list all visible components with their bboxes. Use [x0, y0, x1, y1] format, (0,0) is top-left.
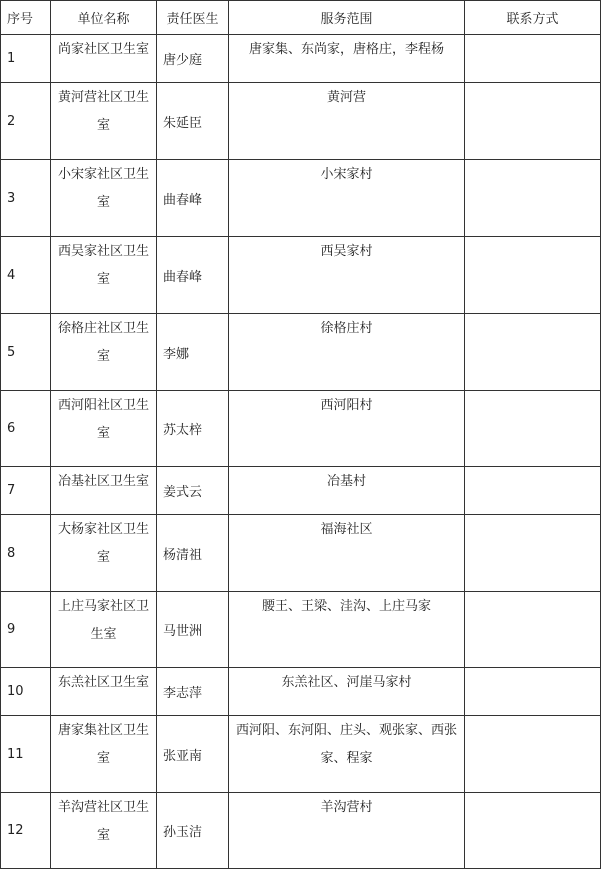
row-seq: 8	[1, 515, 51, 592]
row-unit: 羊沟营社区卫生室	[51, 793, 157, 869]
table-row	[1, 467, 601, 515]
row-contact	[465, 716, 601, 793]
header-row	[1, 1, 601, 35]
row-contact	[465, 35, 601, 83]
row-doctor: 曲春峰	[157, 160, 229, 237]
row-unit: 西河阳社区卫生室	[51, 391, 157, 467]
header-scope: 服务范围	[229, 1, 465, 35]
row-scope: 西河阳村	[229, 391, 465, 467]
row-scope: 小宋家村	[229, 160, 465, 237]
table-row	[1, 592, 601, 668]
row-doctor: 李娜	[157, 314, 229, 391]
row-scope: 唐家集、东尚家，唐格庄，李程杨	[229, 35, 465, 83]
row-doctor: 朱延臣	[157, 83, 229, 160]
row-seq: 5	[1, 314, 51, 391]
row-scope: 福海社区	[229, 515, 465, 592]
row-scope: 西河阳、东河阳、庄头、观张家、西张家、程家	[229, 716, 465, 793]
row-seq: 12	[1, 793, 51, 869]
table-row	[1, 515, 601, 592]
row-contact	[465, 467, 601, 515]
table-row	[1, 391, 601, 467]
row-contact	[465, 391, 601, 467]
table-row	[1, 793, 601, 869]
table-row	[1, 314, 601, 391]
row-doctor: 姜式云	[157, 467, 229, 515]
row-scope: 东羔社区、河崖马家村	[229, 668, 465, 716]
table-row	[1, 35, 601, 83]
row-doctor: 唐少庭	[157, 35, 229, 83]
row-unit: 徐格庄社区卫生室	[51, 314, 157, 391]
row-scope: 徐格庄村	[229, 314, 465, 391]
row-scope: 冶基村	[229, 467, 465, 515]
table-row	[1, 668, 601, 716]
row-contact	[465, 237, 601, 314]
row-scope: 羊沟营村	[229, 793, 465, 869]
row-contact	[465, 83, 601, 160]
row-scope: 腰王、王梁、洼沟、上庄马家	[229, 592, 465, 668]
row-contact	[465, 793, 601, 869]
row-seq: 7	[1, 467, 51, 515]
row-doctor: 张亚南	[157, 716, 229, 793]
row-contact	[465, 668, 601, 716]
row-contact	[465, 515, 601, 592]
table-row	[1, 83, 601, 160]
row-seq: 9	[1, 592, 51, 668]
row-scope: 黄河营	[229, 83, 465, 160]
row-scope: 西吴家村	[229, 237, 465, 314]
header-doctor: 责任医生	[157, 1, 229, 35]
row-unit: 小宋家社区卫生室	[51, 160, 157, 237]
header-unit: 单位名称	[51, 1, 157, 35]
row-seq: 2	[1, 83, 51, 160]
row-doctor: 孙玉洁	[157, 793, 229, 869]
row-unit: 上庄马家社区卫生室	[51, 592, 157, 668]
table-row	[1, 237, 601, 314]
row-unit: 大杨家社区卫生室	[51, 515, 157, 592]
table-row	[1, 160, 601, 237]
row-contact	[465, 592, 601, 668]
row-unit: 尚家社区卫生室	[51, 35, 157, 83]
row-seq: 11	[1, 716, 51, 793]
row-doctor: 苏太梓	[157, 391, 229, 467]
row-seq: 3	[1, 160, 51, 237]
row-doctor: 马世洲	[157, 592, 229, 668]
row-unit: 东羔社区卫生室	[51, 668, 157, 716]
row-contact	[465, 160, 601, 237]
row-doctor: 李志萍	[157, 668, 229, 716]
row-contact	[465, 314, 601, 391]
row-doctor: 曲春峰	[157, 237, 229, 314]
row-seq: 10	[1, 668, 51, 716]
row-unit: 西吴家社区卫生室	[51, 237, 157, 314]
row-doctor: 杨清祖	[157, 515, 229, 592]
row-unit: 冶基社区卫生室	[51, 467, 157, 515]
row-seq: 4	[1, 237, 51, 314]
row-seq: 1	[1, 35, 51, 83]
header-contact: 联系方式	[465, 1, 601, 35]
table-row	[1, 716, 601, 793]
row-unit: 黄河营社区卫生室	[51, 83, 157, 160]
header-seq: 序号	[1, 1, 51, 35]
row-seq: 6	[1, 391, 51, 467]
row-unit: 唐家集社区卫生室	[51, 716, 157, 793]
